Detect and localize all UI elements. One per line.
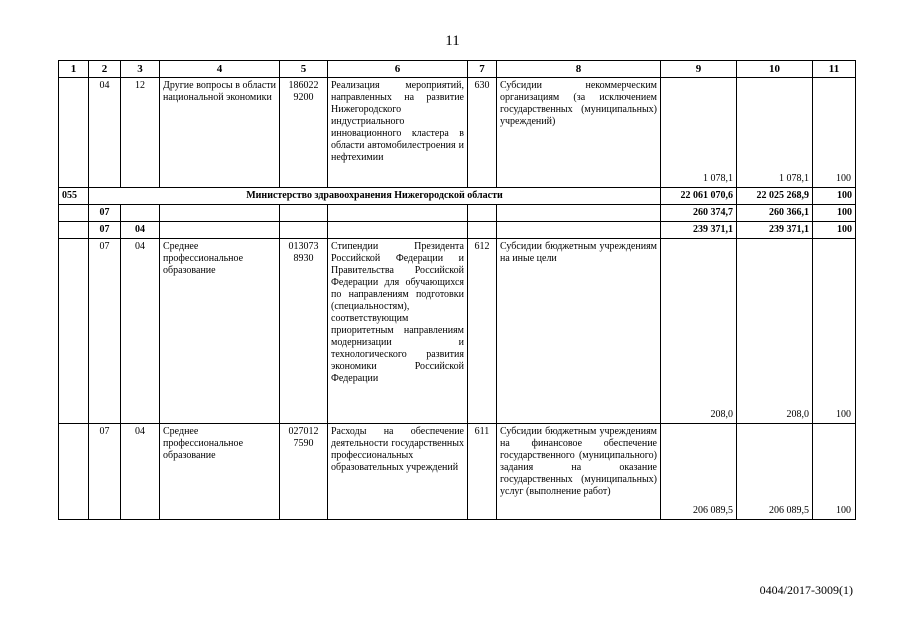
column-header: 8: [497, 61, 661, 78]
table-row-subsection-total: [59, 222, 856, 239]
cell-target-article: 013073 8930: [280, 239, 328, 424]
cell-percent: 100: [813, 188, 856, 205]
cell-percent: 100: [813, 205, 856, 222]
cell-empty: [497, 222, 661, 239]
cell-subsection: 04: [121, 239, 160, 424]
cell-planned: 22 061 070,6: [661, 188, 737, 205]
cell-code: 055: [59, 188, 89, 205]
cell-section-name: Среднее профессиональное образование: [160, 424, 280, 520]
cell-code: [59, 239, 89, 424]
cell-subsection: 04: [121, 222, 160, 239]
cell-target-article: 027012 7590: [280, 424, 328, 520]
column-header: 2: [89, 61, 121, 78]
cell-subsection: 12: [121, 78, 160, 188]
cell-planned: 1 078,1: [661, 78, 737, 188]
cell-section: 07: [89, 205, 121, 222]
cell-section: 07: [89, 239, 121, 424]
table-header-row: [59, 61, 856, 78]
cell-empty: [59, 205, 89, 222]
cell-empty: [280, 205, 328, 222]
cell-percent: 100: [813, 424, 856, 520]
table-row: [59, 424, 856, 520]
cell-empty: [328, 222, 468, 239]
budget-table: [58, 60, 856, 520]
cell-code: [59, 78, 89, 188]
cell-expense-type-name: Субсидии бюджетным учреждениям на иные цели: [497, 239, 661, 424]
ministry-name: Министерство здравоохранения Нижегородской области: [89, 188, 661, 205]
cell-empty: [468, 222, 497, 239]
cell-section: 07: [89, 424, 121, 520]
cell-empty: [328, 205, 468, 222]
cell-executed: 206 089,5: [737, 424, 813, 520]
column-header: 11: [813, 61, 856, 78]
cell-empty: [468, 205, 497, 222]
table-row-ministry: [59, 188, 856, 205]
cell-empty: [160, 222, 280, 239]
cell-expense-type: 630: [468, 78, 497, 188]
column-header: 9: [661, 61, 737, 78]
cell-code: [59, 424, 89, 520]
cell-percent: 100: [813, 78, 856, 188]
cell-article-name: Расходы на обеспечение деятельности государственных профессиональных образовательных учреждений: [328, 424, 468, 520]
cell-section: 07: [89, 222, 121, 239]
cell-planned: 206 089,5: [661, 424, 737, 520]
cell-executed: 1 078,1: [737, 78, 813, 188]
page-number: 11: [445, 33, 460, 49]
column-header: 7: [468, 61, 497, 78]
cell-planned: 239 371,1: [661, 222, 737, 239]
column-header: 6: [328, 61, 468, 78]
cell-executed: 239 371,1: [737, 222, 813, 239]
column-header: 10: [737, 61, 813, 78]
cell-empty: [497, 205, 661, 222]
table-row-section-total: [59, 205, 856, 222]
cell-subsection: 04: [121, 424, 160, 520]
cell-executed: 260 366,1: [737, 205, 813, 222]
cell-section: 04: [89, 78, 121, 188]
cell-percent: 100: [813, 239, 856, 424]
cell-expense-type-name: Субсидии некоммерческим организациям (за исключением государственных (муниципальных) учреждений): [497, 78, 661, 188]
document-code: 0404/2017-3009(1): [759, 583, 853, 597]
column-header: 5: [280, 61, 328, 78]
cell-empty: [121, 205, 160, 222]
cell-expense-type: 612: [468, 239, 497, 424]
cell-section-name: Среднее профессиональное образование: [160, 239, 280, 424]
cell-executed: 208,0: [737, 239, 813, 424]
table-row: [59, 78, 856, 188]
cell-article-name: Реализация мероприятий, направленных на развитие Нижегородского индустриального инновационного кластера в области автомобилестроения и нефтехимии: [328, 78, 468, 188]
cell-empty: [59, 222, 89, 239]
cell-expense-type: 611: [468, 424, 497, 520]
column-header: 4: [160, 61, 280, 78]
cell-planned: 260 374,7: [661, 205, 737, 222]
cell-empty: [160, 205, 280, 222]
table-row: [59, 239, 856, 424]
cell-article-name: Стипендии Президента Российской Федерации и Правительства Российской Федерации для обучающихся по направлениям подготовки (специальностям), соответствующим приоритетным направлениям модернизации и технологического развития экономики Российской Федерации: [328, 239, 468, 424]
cell-percent: 100: [813, 222, 856, 239]
cell-expense-type-name: Субсидии бюджетным учреждениям на финансовое обеспечение государственного (муниципального) задания на оказание государственных (муниципальных) услуг (выполнение работ): [497, 424, 661, 520]
cell-target-article: 186022 9200: [280, 78, 328, 188]
column-header: 1: [59, 61, 89, 78]
cell-empty: [280, 222, 328, 239]
cell-planned: 208,0: [661, 239, 737, 424]
column-header: 3: [121, 61, 160, 78]
cell-executed: 22 025 268,9: [737, 188, 813, 205]
cell-section-name: Другие вопросы в области национальной экономики: [160, 78, 280, 188]
